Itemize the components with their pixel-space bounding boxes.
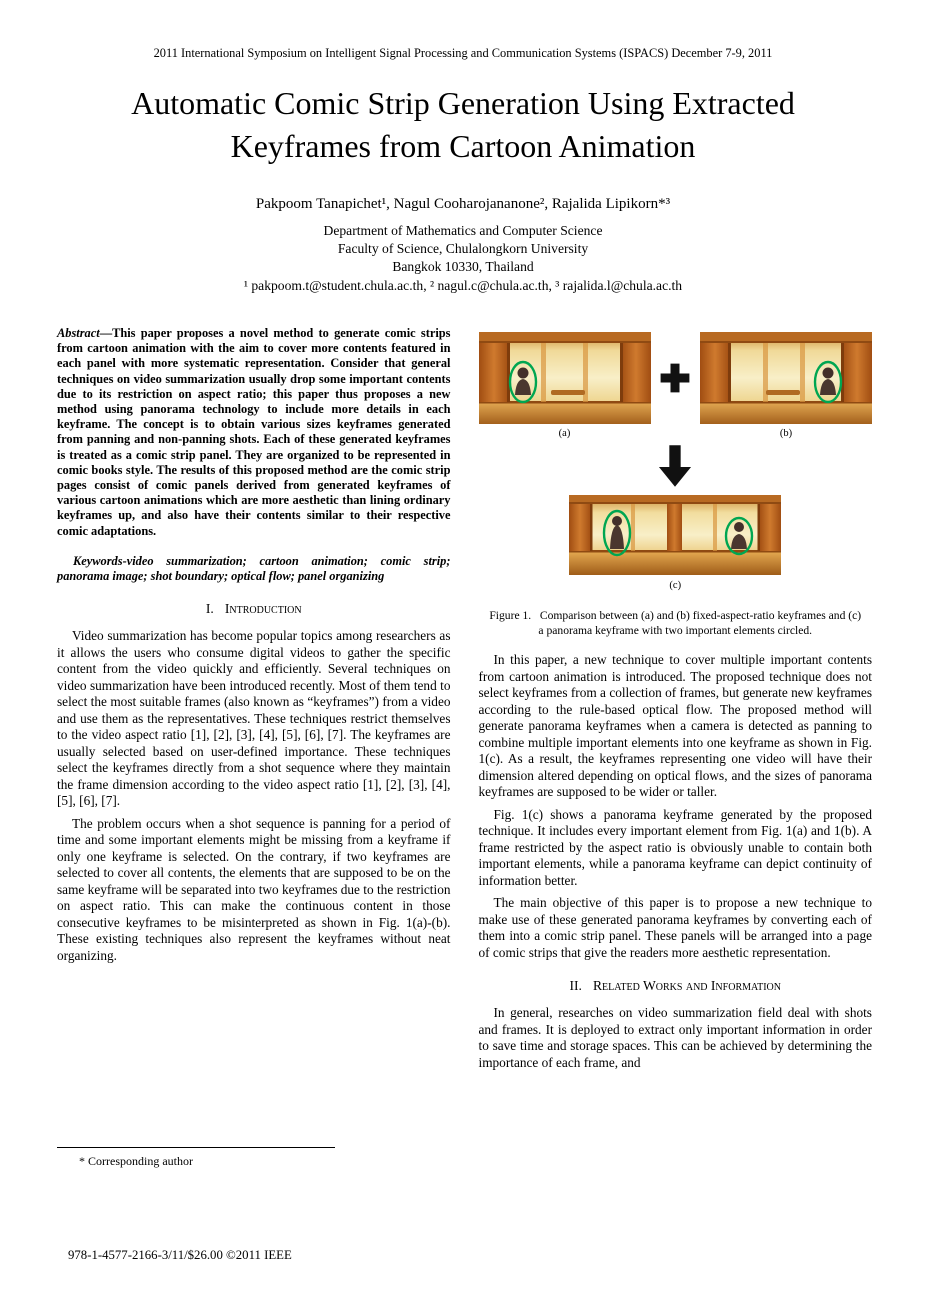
figure-row-ab xyxy=(479,332,873,424)
abstract-paragraph xyxy=(57,326,451,539)
intro-paragraph-2: The problem occurs when a shot sequence is panning for a period of time and some important elements might be missing from a keyframe if only one keyframe is selected. On the contrary, if two keyframes are selected to cover all contents, the elements that are supposed to be on the same keyframe will be separated into two keyframes due to the restriction on aspect ratio. This can make the continuous content in those consecutive keyframes to be misinterpreted as shown in Fig. 1(a)-(b). These existing techniques also represent the keyframes without neat organizing. xyxy=(57,815,451,963)
affiliation-city: Bangkok 10330, Thailand xyxy=(392,259,534,274)
paper-title-line2: Keyframes from Cartoon Animation xyxy=(230,128,696,164)
figure-image-a xyxy=(479,332,651,424)
footnote-text: * Corresponding author xyxy=(79,1154,193,1168)
affiliation-faculty: Faculty of Science, Chulalongkorn University xyxy=(337,241,589,256)
figure-image-b xyxy=(700,332,872,424)
down-arrow-icon xyxy=(479,445,873,487)
plus-icon xyxy=(656,360,694,396)
right-column xyxy=(479,326,873,1077)
paper-title xyxy=(0,82,926,168)
affiliation-department: Department of Mathematics and Computer Science xyxy=(323,223,603,238)
author-emails: ¹ pakpoom.t@student.chula.ac.th, ² nagul.c@chula.ac.th, ³ rajalida.l@chula.ac.th xyxy=(243,278,683,293)
figure-sublabels xyxy=(479,428,873,439)
two-column-body xyxy=(57,326,872,1077)
right-paragraph-2: Fig. 1(c) shows a panorama keyframe generated by the proposed technique. It includes every important element from Fig. 1(a) and 1(b). A frame restricted by the aspect ratio is obviously unable to contain both important elements, while a panorama keyframe can depict continuity of information better. xyxy=(478,806,872,888)
author-names: Pakpoom Tanapichet¹, Nagul Cooharojananone², Rajalida Lipikorn*³ xyxy=(255,196,671,212)
section-number: II. xyxy=(569,978,582,993)
figure-label-a: (a) xyxy=(558,428,571,439)
right-paragraph-1: In this paper, a new technique to cover multiple important contents from cartoon animation is introduced. The proposed technique does not select keyframes from a collection of frames, but generate new keyframes according to the rule-based optical flow. The proposed method will generate panorama keyframes when a camera is detected as panning to combine multiple important elements into one keyframe as shown in Fig. 1(c). As a result, the keyframes representing one video will have their dimension altered depending on optical flows, and the sizes of panorama keyframes are supposed to be wider or taller. xyxy=(478,652,872,799)
section-title: Related Works and Information xyxy=(592,978,781,993)
abstract-text: This paper proposes a novel method to generate comic strips from cartoon animation with the aim to cover more contents featured in each panel with more systematic representation. Consider that general techniques on video summarization usually drop some important contents due to its restriction on aspect ratio; this paper thus proposes a new method using panorama technology to include more details in each keyframe. The concept is to obtain various sizes keyframes generated from panning and non-panning shots. Each of these generated keyframes is treated as a comic strip panel. They are organized to be represented in comic books style. The results of this proposed method are the comic strip pages consist of comic panels derived from generated keyframes of various cartoon animations which are more aesthetic than lining ordinary keyframes up, and also have their contents similar to their respective comic adaptations. xyxy=(57,326,451,538)
section-number: I. xyxy=(205,601,214,617)
figure-row-c xyxy=(479,495,873,575)
figure-label-c: (c) xyxy=(669,580,682,591)
copyright-line: 978-1-4577-2166-3/11/$26.00 ©2011 IEEE xyxy=(68,1248,292,1262)
author-block xyxy=(0,196,926,295)
intro-paragraph-1: Video summarization has become popular topics among researchers as it allows the users who consume digital videos to gather the specific content from the video quickly and efficiently. Several techniques on video summarization have been introduced recently. Most of them tend to select the most suitable frames (also known as “keyframes”) from a video and use them as the representatives. These techniques restrict themselves to the video aspect ratio [1], [2], [3], [4], [5], [6], [7]. The keyframes are usually selected based on user-defined importance. These techniques select the keyframes directly from a shot sequence where they maintain the frame dimension according to the video aspect ratio [1], [2], [3], [4], [5], [6], [7]. xyxy=(57,628,451,809)
running-head: 2011 International Symposium on Intelligent Signal Processing and Communication Systems (ISPACS) December 7-9, 2011 xyxy=(153,46,773,60)
right-paragraph-3: The main objective of this paper is to propose a new technique to make use of these generated panorama keyframes by converting each of them into a comic strip panel. These panels will be arranged into a page of comic strips that give the readers more aesthetic representation. xyxy=(478,895,872,960)
figure-label-b: (b) xyxy=(779,428,793,439)
related-works-paragraph-1: In general, researches on video summarization field deal with shots and frames. It is deployed to extract only important information in order to save time and storage spaces. This can be achieved by determining the importance of each frame, and xyxy=(478,1005,872,1070)
section-heading-introduction xyxy=(57,601,451,617)
section-title: Introduction xyxy=(224,601,302,617)
figure-caption: Figure 1. Comparison between (a) and (b) fixed-aspect-ratio keyframes and (c) a panorama keyframe with two important elements circled. xyxy=(489,609,862,637)
abstract-label: Abstract xyxy=(57,326,100,340)
sublabel-spacer xyxy=(651,428,701,439)
title-block xyxy=(0,82,926,168)
figure-1 xyxy=(479,332,873,638)
keywords-paragraph: Keywords-video summarization; cartoon animation; comic strip; panorama image; shot boundary; optical flow; panel organizing xyxy=(57,553,451,584)
figure-image-c xyxy=(569,495,781,575)
abstract-dash: — xyxy=(99,326,113,340)
section-heading-related-works xyxy=(479,978,873,994)
footnote xyxy=(57,1147,335,1169)
paper-title-line1: Automatic Comic Strip Generation Using Extracted xyxy=(131,85,795,121)
left-column xyxy=(57,326,451,1077)
